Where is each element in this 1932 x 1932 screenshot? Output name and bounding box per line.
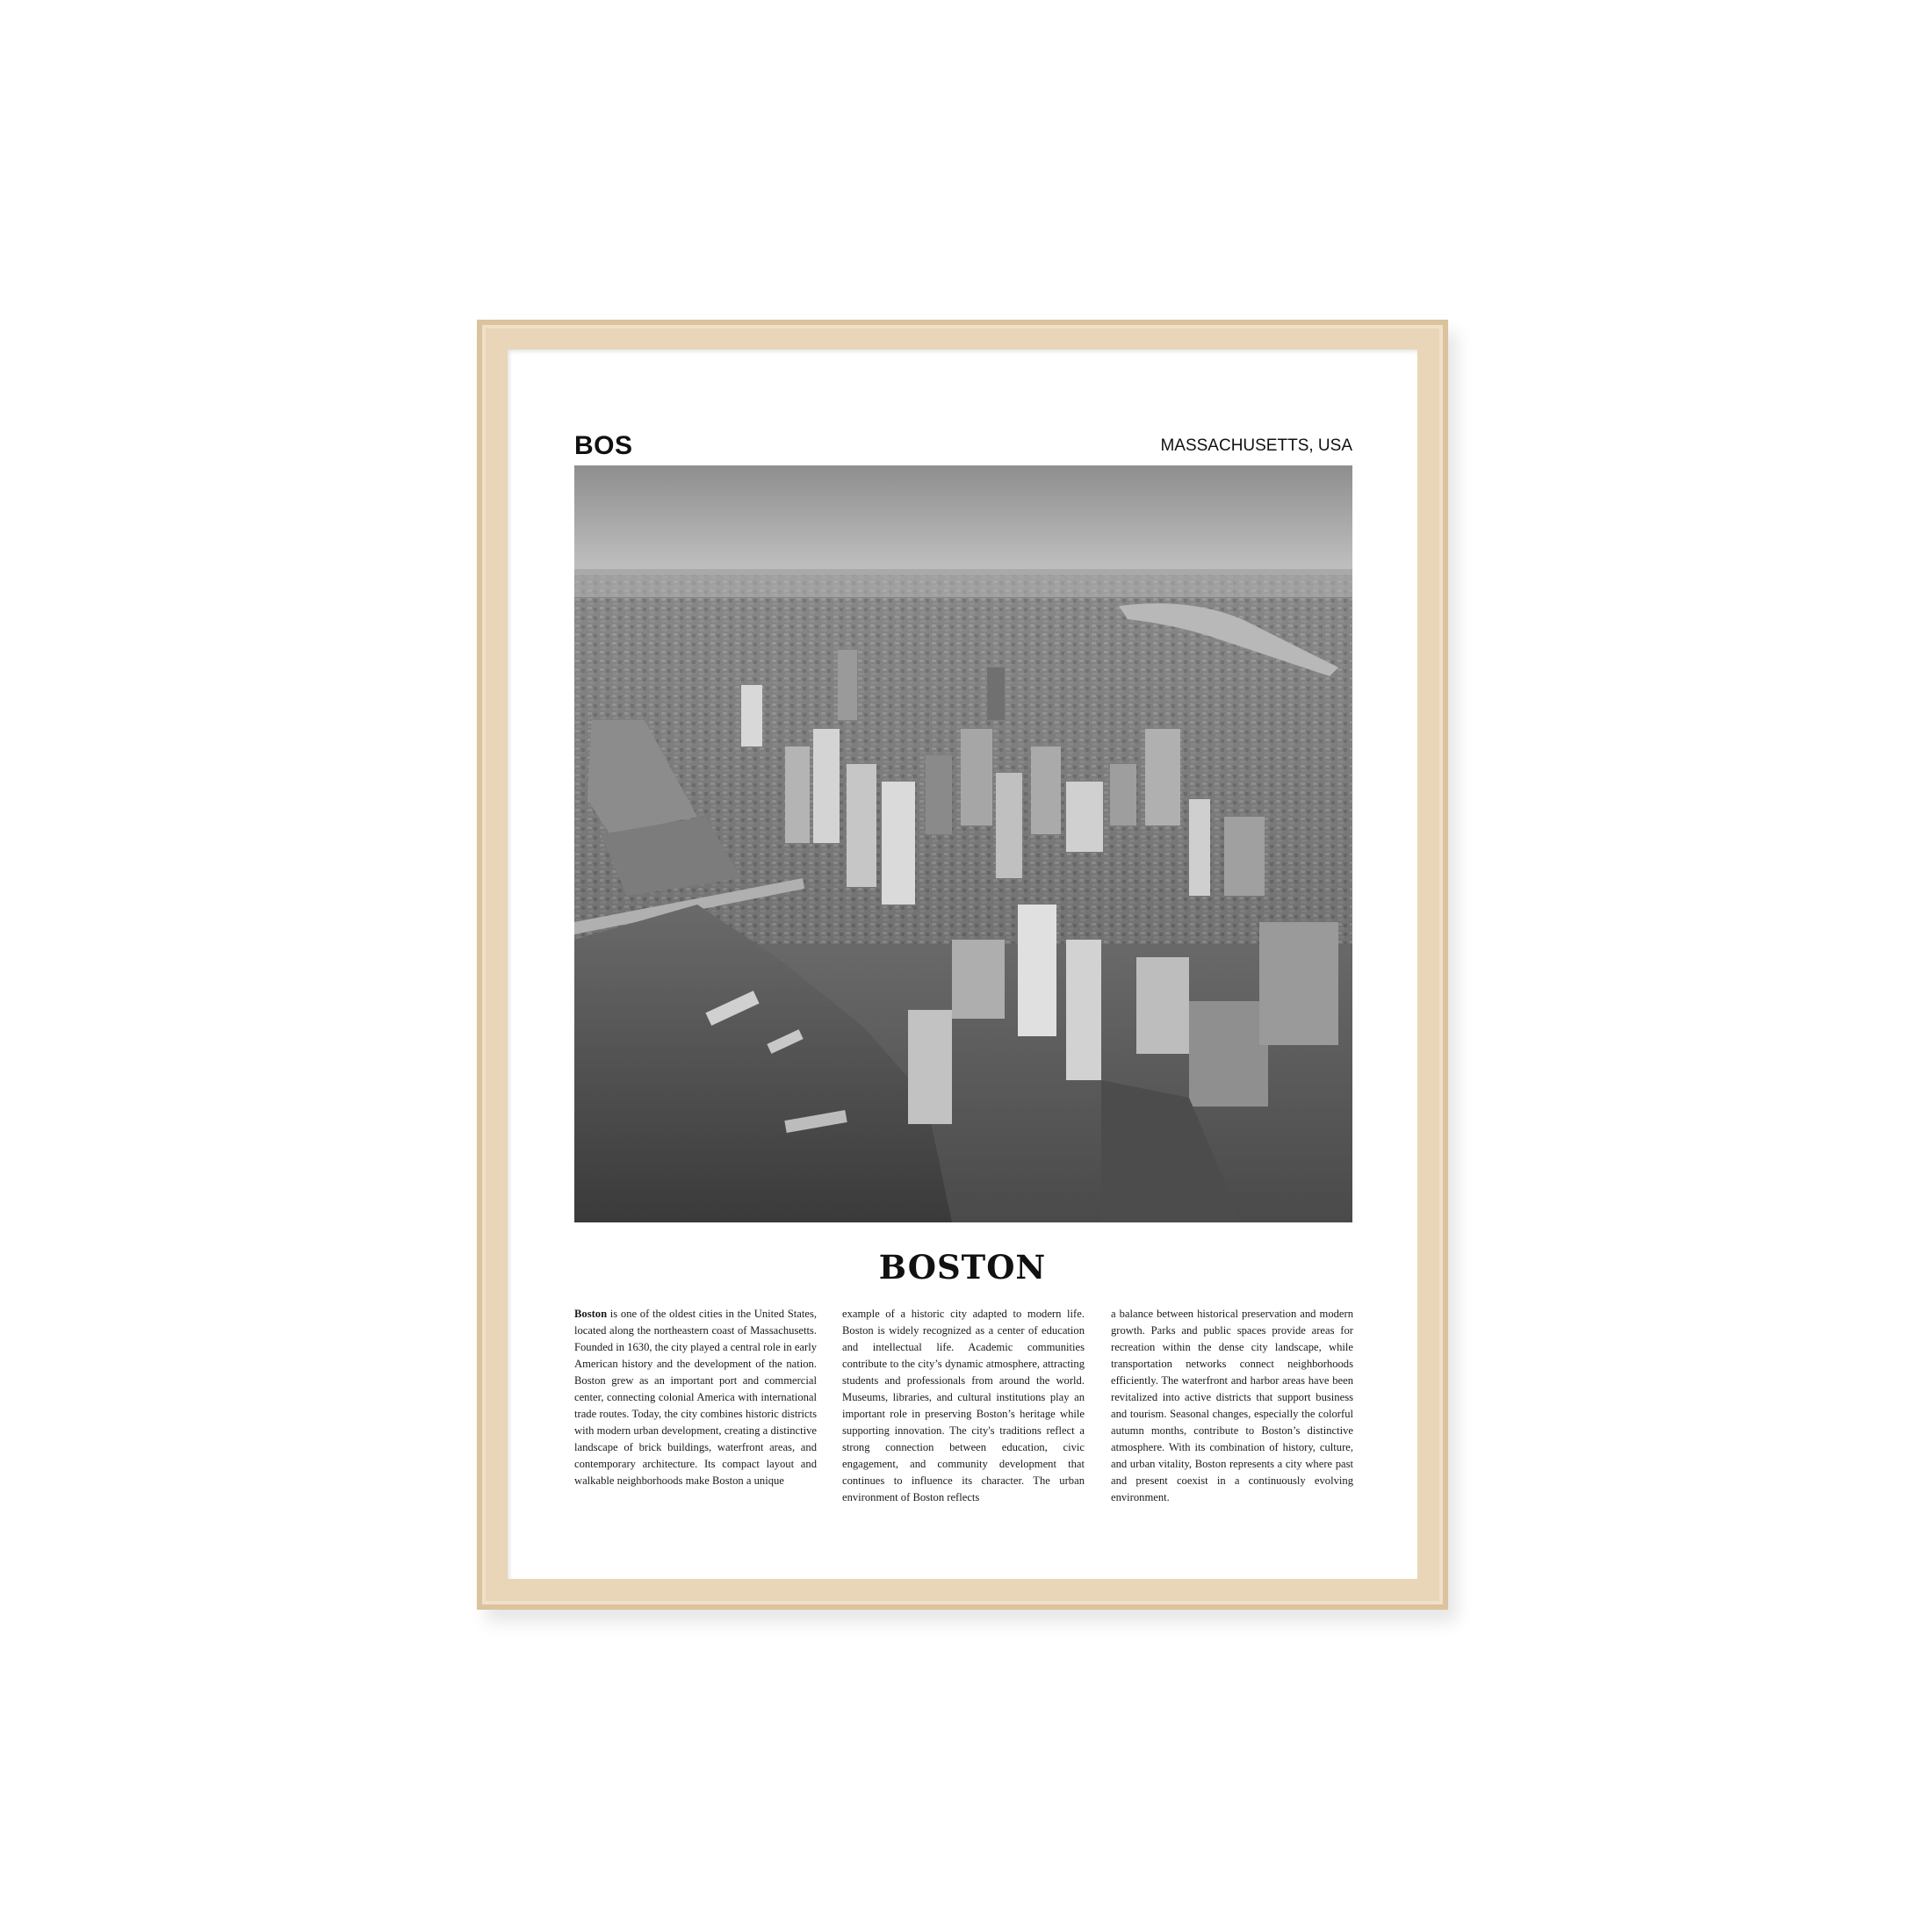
text-column-1 [574,1306,817,1489]
region-label: MASSACHUSETTS, USA [1160,436,1352,455]
column-2-text: example of a historic city adapted to modern life. Boston is widely recognized as a center of education and intellectual life. Academic communities contribute to the city’s dynamic atmosphere, attracting students and professionals from around the world. Museums, libraries, and cultural institutions play an important role in preserving Boston’s heritage while supporting innovation. The city's traditions reflect a strong connection between education, civic engagement, and community development that continues to influence its character. The urban environment of Boston reflects [842,1308,1085,1503]
column-3-text: a balance between historical preservation and modern growth. Parks and public spaces provide areas for recreation within the dense city landscape, while transportation networks connect neighborhoods efficiently. The waterfront and harbor areas have been revitalized into active districts that support business and tourism. Seasonal changes, especially the colorful autumn months, contribute to Boston’s distinctive atmosphere. With its combination of history, culture, and urban vitality, Boston represents a city where past and present coexist in a continuously evolving environment. [1111,1308,1353,1503]
text-column-2 [842,1306,1085,1506]
city-code: BOS [574,431,633,460]
lead-word: Boston [574,1308,608,1320]
aerial-city-photo [574,465,1352,1222]
column-1-text: is one of the oldest cities in the United States, located along the northeastern coast of Massachusetts. Founded in 1630, the city played a central role in early American history and the development of the nation. Boston grew as an important port and commercial center, connecting colonial America with international trade routes. Today, the city combines historic districts with modern urban development, creating a distinctive landscape of brick buildings, waterfront areas, and contemporary architecture. Its compact layout and walkable neighborhoods make Boston a unique [574,1308,817,1487]
text-column-3 [1111,1306,1353,1506]
poster-title: BOSTON [878,1248,1047,1287]
